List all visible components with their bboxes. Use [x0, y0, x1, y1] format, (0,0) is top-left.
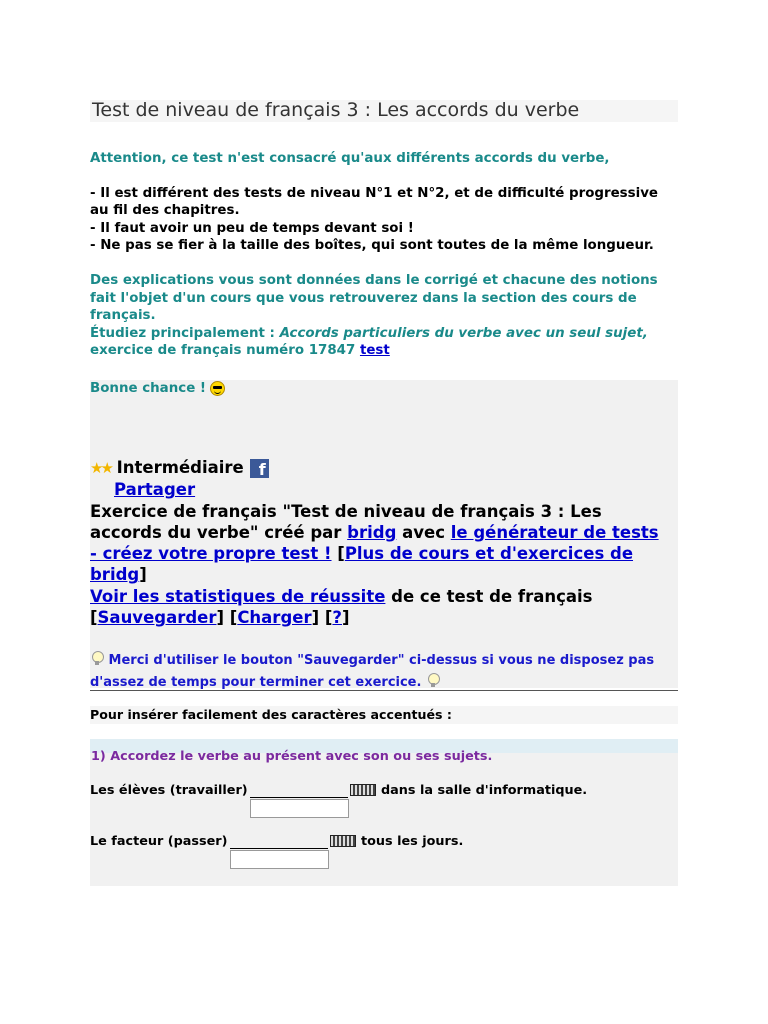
divider: [90, 690, 678, 691]
q1-after: dans la salle d'informatique.: [381, 783, 588, 798]
generator-link[interactable]: le générateur de tests: [450, 522, 659, 542]
desc-b: accords du verbe" créé par: [90, 522, 348, 542]
generator-link-cont[interactable]: - créez votre propre test !: [90, 544, 332, 564]
author-link[interactable]: bridg: [347, 522, 397, 542]
bullet-3: - Ne pas se fier à la taille des boîtes, qui sont toutes de la même longueur.: [90, 238, 654, 254]
explanations-text: Des explications vous sont données dans le corrigé et chacune des notions fait l'objet d'un cours que vous retrouverez dans la section des cours de français.: [90, 272, 658, 324]
study-line: [90, 325, 670, 343]
lightbulb-icon: [426, 672, 440, 688]
bracket-open: [: [331, 544, 345, 564]
study-topic: Accords particuliers du verbe avec un seul sujet,: [279, 325, 648, 341]
accent-label: Pour insérer facilement des caractères accentués :: [90, 707, 452, 722]
bullet-2: - Il faut avoir un peu de temps devant soi !: [90, 220, 414, 236]
lightbulb-icon: [90, 650, 104, 666]
more-courses-link-cont[interactable]: bridg: [90, 565, 140, 585]
stars-icon: ★★: [90, 459, 111, 477]
bracket-close: ]: [139, 565, 147, 585]
q1-blank: [250, 797, 348, 798]
attention-text: Attention, ce test n'est consacré qu'aux différents accords du verbe,: [90, 151, 610, 166]
keyboard-icon[interactable]: [330, 835, 356, 847]
good-luck: [90, 381, 225, 396]
stats-after: de ce test de français: [385, 586, 593, 606]
q1-before: Les élèves (travailler): [90, 783, 248, 798]
question-title: 1) Accordez le verbe au présent avec son ou ses sujets.: [91, 749, 493, 764]
good-luck-text: Bonne chance !: [90, 381, 207, 396]
bullet-1: - Il est différent des tests de niveau N°1 et N°2, et de difficulté progressive au fil des chapitres.: [90, 185, 659, 219]
study-label: Étudiez principalement :: [90, 325, 280, 341]
load-button[interactable]: Charger: [237, 608, 312, 628]
more-courses-link[interactable]: Plus de cours et d'exercices de: [344, 544, 634, 564]
exercise-info: ★★ Intermédiaire f Partager Exercice de français "Test de niveau de français 3 : Les accords du verbe" créé par bridg avec le générateur de tests - créez votre propre test ! [Plus de cours et d'exercices de bridg] Voir les statistiques de réussite de ce test de français [Sauvegarder] [Charger] [?]: [90, 457, 680, 628]
keyboard-icon[interactable]: [350, 784, 376, 796]
share-link[interactable]: Partager: [114, 480, 196, 500]
q2-before: Le facteur (passer): [90, 834, 228, 849]
page-title: Test de niveau de français 3 : Les accords du verbe: [92, 99, 580, 121]
facebook-icon[interactable]: f: [250, 459, 269, 478]
save-hint-text: Merci d'utiliser le bouton "Sauvegarder" ci-dessus si vous ne disposez pas d'assez de temps pour terminer cet exercice.: [90, 653, 655, 690]
exercise-number: exercice de français numéro 17847: [90, 343, 360, 359]
q2-after: tous les jours.: [361, 834, 464, 849]
save-button[interactable]: Sauvegarder: [97, 608, 217, 628]
test-link[interactable]: test: [359, 343, 390, 359]
q2-blank: [230, 848, 328, 849]
exercise-number-line: [90, 342, 670, 360]
save-hint: [90, 650, 680, 694]
q1-input[interactable]: [250, 799, 349, 818]
level-label: Intermédiaire: [116, 458, 244, 477]
avec-text: avec: [396, 522, 451, 542]
smiley-icon: [210, 381, 225, 396]
desc-a: Exercice de français "Test de niveau de français 3 : Les: [90, 501, 602, 521]
help-button[interactable]: ?: [332, 608, 342, 628]
stats-link[interactable]: Voir les statistiques de réussite: [90, 586, 386, 606]
q2-input[interactable]: [230, 850, 329, 869]
intro: [90, 150, 670, 360]
